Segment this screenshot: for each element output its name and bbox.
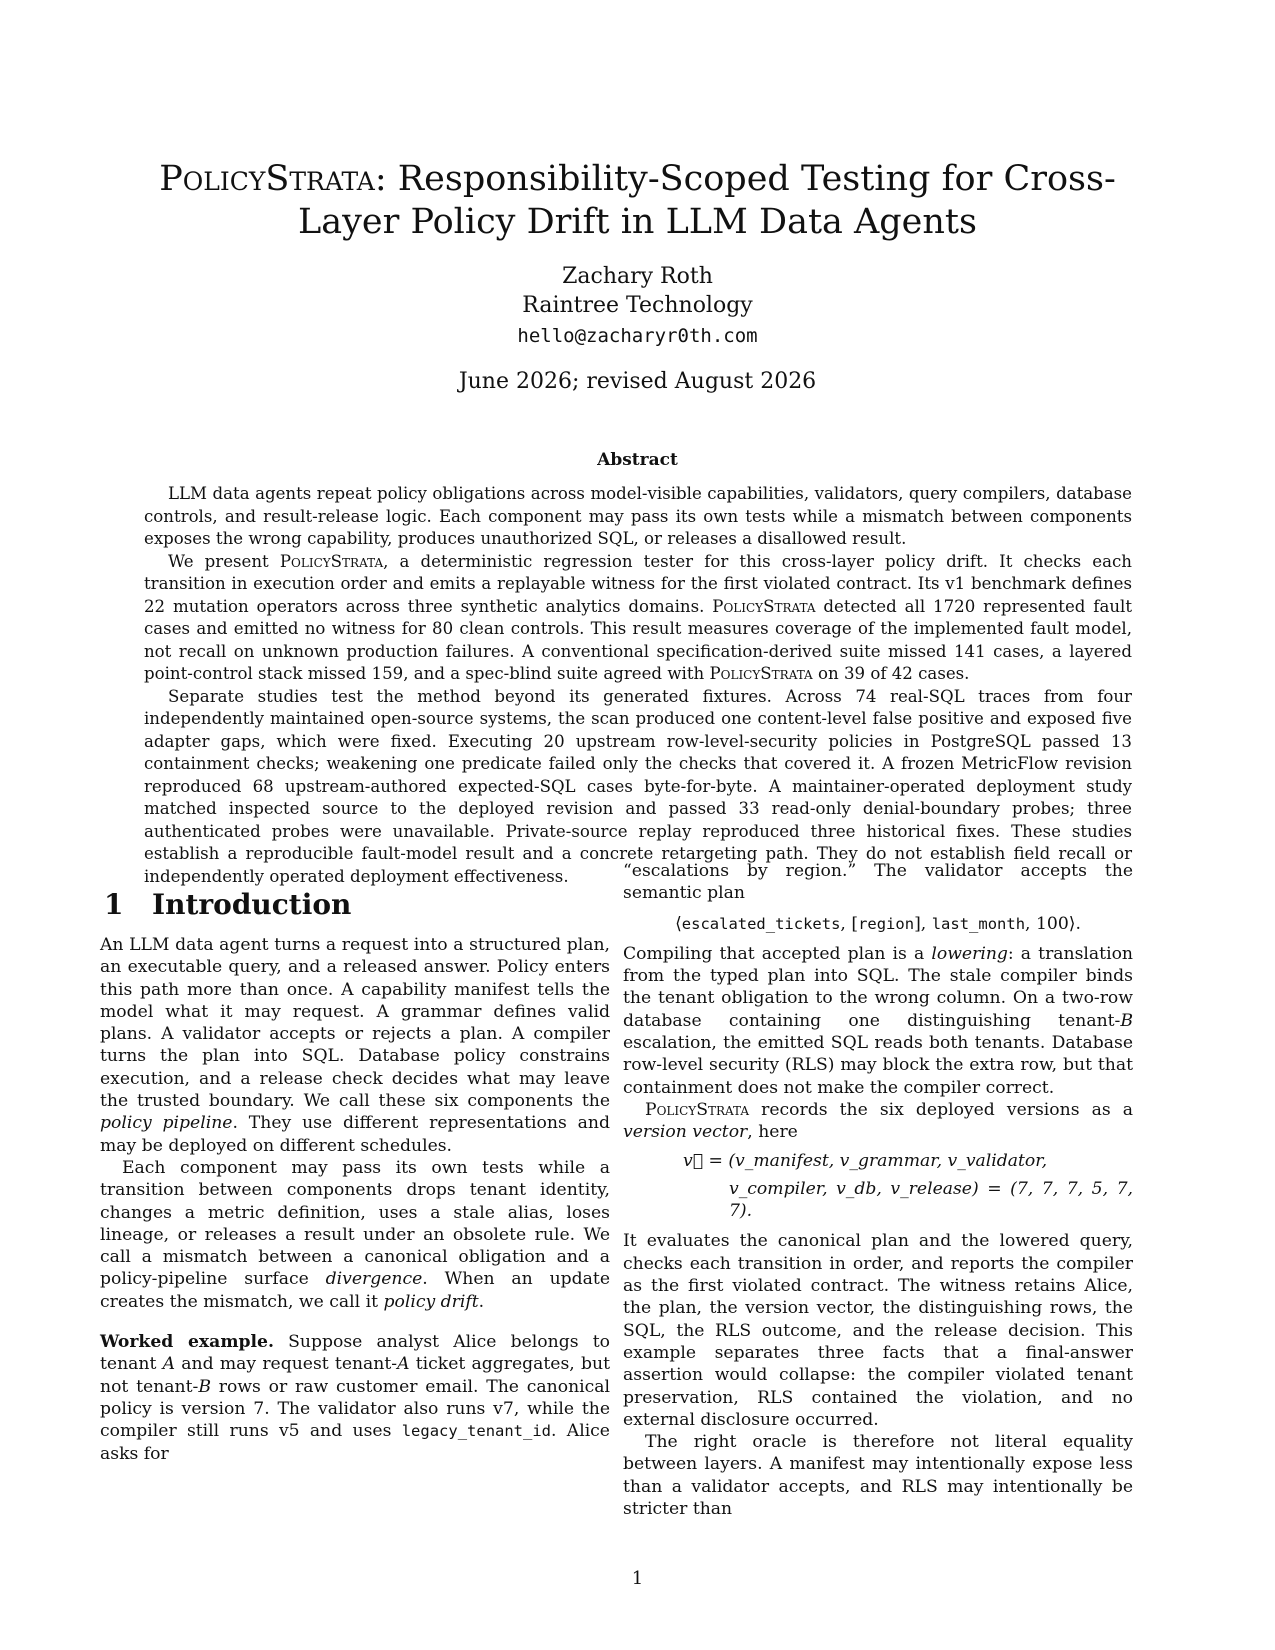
term-divergence: divergence xyxy=(325,1269,423,1290)
version-vector-equation-line-2: v_compiler, v_db, v_release) = (7, 7, 7, 5, 7, 7). xyxy=(729,1178,1133,1222)
author-affiliation: Raintree Technology xyxy=(522,293,753,318)
intro-p2-text-b: . When an update creates the mismatch, we call it xyxy=(100,1269,610,1312)
term-policy-drift: policy drift xyxy=(383,1291,479,1312)
right-p3-text-b: , here xyxy=(747,1122,798,1143)
paper-title xyxy=(110,158,1165,244)
abstract-system-name-1: PolicyStrata xyxy=(279,551,384,571)
right-p2-text-c: escalation, the emitted SQL reads both tenants. Database row-level security (RLS) may block the extra row, but that containment does not make the compiler correct. xyxy=(623,1033,1133,1098)
intro-paragraph-1 xyxy=(100,934,610,1157)
worked-example-paragraph xyxy=(100,1331,610,1465)
right-p2-text-b: : a translation from the typed plan into SQL. The stale compiler binds the tenant obligation to the wrong column. On a two-row database containing one distinguishing tenant- xyxy=(623,943,1134,1031)
plan-open: ⟨ xyxy=(675,913,682,934)
left-column xyxy=(100,934,610,1465)
abstract-body xyxy=(144,483,1132,888)
title-system-name: PolicyStrata xyxy=(159,159,375,199)
worked-example-text-a: Suppose analyst Alice belongs to tenant xyxy=(100,1332,610,1375)
term-policy-pipeline: policy pipeline xyxy=(100,1113,233,1134)
abstract-system-name-2: PolicyStrata xyxy=(712,596,816,616)
worked-example-heading: Worked example. xyxy=(100,1332,274,1353)
plan-dimension: region xyxy=(858,914,915,933)
right-paragraph-5: The right oracle is therefore not literal equality between layers. A manifest may intentionally expose less than a validator accepts, and RLS may intentionally be stricter than xyxy=(623,1432,1133,1520)
abstract-paragraph-2 xyxy=(144,551,1132,686)
tenant-a-symbol: A xyxy=(397,1354,410,1375)
plan-window: last_month xyxy=(931,914,1026,933)
tenant-a-symbol: A xyxy=(162,1354,176,1375)
version-vector-equation-line-1: v⃗ = (v_manifest, v_grammar, v_validator, xyxy=(683,1150,1048,1171)
author-name: Zachary Roth xyxy=(562,264,713,289)
right-paragraph-3 xyxy=(623,1099,1133,1144)
intro-p2-text-a: Each component may pass its own tests while a transition between components drops tenant identity, changes a metric definition, uses a stale alias, loses lineage, or releases a result under an obsolete rule. We call a mismatch between a canonical obligation and a policy-pipeline surface xyxy=(100,1157,610,1290)
term-lowering: lowering xyxy=(931,943,1008,964)
system-name: PolicyStrata xyxy=(645,1099,750,1120)
section-number: 1 xyxy=(104,888,124,921)
right-paragraph-4: It evaluates the canonical plan and the lowered query, checks each transition in order, and reports the compiler as the first violated contract. The witness retains Alice, the plan, the version vector, the distinguishing rows, the SQL, the RLS outcome, and the release decision. This example separates three facts that a final-answer assertion would collapse: the compiler violated tenant preservation, RLS contained the violation, and no external disclosure occurred. xyxy=(623,1231,1133,1430)
section-heading xyxy=(104,888,351,921)
page-number: 1 xyxy=(631,1568,644,1589)
intro-p2-text-c: . xyxy=(478,1291,485,1312)
plan-sep: , [ xyxy=(840,913,859,934)
plan-close: ⟩. xyxy=(1068,913,1081,934)
worked-example-text-e: . Alice asks for xyxy=(100,1421,610,1464)
plan-metric: escalated_tickets xyxy=(681,914,841,933)
abstract-system-name-3: PolicyStrata xyxy=(709,664,813,683)
code-legacy-tenant-id: legacy_tenant_id xyxy=(401,1422,552,1441)
right-paragraph-2 xyxy=(623,943,1133,1099)
title-rest: : Responsibility-Scoped Testing for Cross-Layer Policy Drift in LLM Data Agents xyxy=(298,159,1116,242)
tenant-b-symbol: B xyxy=(198,1376,211,1397)
author-email: hello@zacharyr0th.com xyxy=(517,325,758,347)
abstract-paragraph-3: Separate studies test the method beyond its generated fixtures. Across 74 real-SQL traces from four independently maintained open-source systems, the scan produced one content-level false positive and exposed five adapter gaps, which were fixed. Executing 20 upstream row-level-security policies in PostgreSQL passed 13 containment checks; weakening one predicate failed only the checks that covered it. A frozen MetricFlow revision reproduced 68 upstream-authored expected-SQL cases byte-for-byte. A maintainer-operated deployment study matched inspected source to the deployed revision and passed 33 read-only denial-boundary probes; three authenticated probes were unavailable. Private-source replay reproduced three historical fixes. These studies establish a reproducible fault-model result and a concrete retargeting path. They do not establish field recall or independently operated deployment effectiveness. xyxy=(144,686,1132,886)
worked-example-text-c: ticket aggregates, but not tenant- xyxy=(100,1354,610,1397)
worked-example-text-d: rows or raw customer email. The canonical policy is version 7. The validator also runs v7, while the compiler still runs v5 and uses xyxy=(100,1376,610,1442)
abstract-p2-text-c: detected all 1720 represented fault cases and emitted no witness for 80 clean controls. This result measures coverage of the implemented fault model, not recall on unknown production failures. A conventional specification-derived suite missed 141 cases, a layered point-control stack missed 159, and a spec-blind suite agreed with xyxy=(144,596,1132,683)
plan-sep: ], xyxy=(914,913,932,934)
abstract-heading: Abstract xyxy=(597,450,678,470)
intro-p1-text-b: . They use different representations and may be deployed on different schedules. xyxy=(100,1113,610,1156)
right-p3-text-a: records the six deployed versions as a xyxy=(749,1099,1133,1120)
section-title: Introduction xyxy=(152,888,352,921)
tenant-b-symbol: B xyxy=(1120,1010,1133,1031)
right-paragraph-1: “escalations by region.” The validator accepts the semantic plan xyxy=(623,861,1133,904)
abstract-p2-text-b: , a deterministic regression tester for this cross-layer policy drift. It checks each transition in execution order and emits a replayable witness for the first violated contract. Its v1 benchmark defines 22 mutation operators across three synthetic analytics domains. xyxy=(144,551,1132,616)
paper-date: June 2026; revised August 2026 xyxy=(458,369,817,394)
abstract-paragraph-1: LLM data agents repeat policy obligations across model-visible capabilities, validators, query compilers, database controls, and result-release logic. Each component may pass its own tests while a mismatch between components exposes the wrong capability, produces unauthorized SQL, or releases a disallowed result. xyxy=(144,484,1132,548)
worked-example-text-b: and may request tenant- xyxy=(175,1354,398,1375)
intro-paragraph-2 xyxy=(100,1157,610,1313)
right-p2-text-a: Compiling that accepted plan is a xyxy=(623,943,932,964)
term-version-vector: version vector xyxy=(623,1122,748,1143)
abstract-p2-text-d: on 39 of 42 cases. xyxy=(812,664,970,683)
right-column xyxy=(623,860,1133,1520)
plan-display xyxy=(623,913,1133,935)
intro-p1-text-a: An LLM data agent turns a request into a structured plan, an executable query, and a released answer. Policy enters this path more than once. A capability manifest tells the model what it may request. A grammar defines valid plans. A validator accepts or rejects a plan. A compiler turns the plan into SQL. Database policy constrains execution, and a release check decides what may leave the trusted boundary. We call these six components the xyxy=(100,935,610,1112)
plan-limit: , 100 xyxy=(1025,913,1069,934)
abstract-p2-text-a: We present xyxy=(168,551,280,571)
